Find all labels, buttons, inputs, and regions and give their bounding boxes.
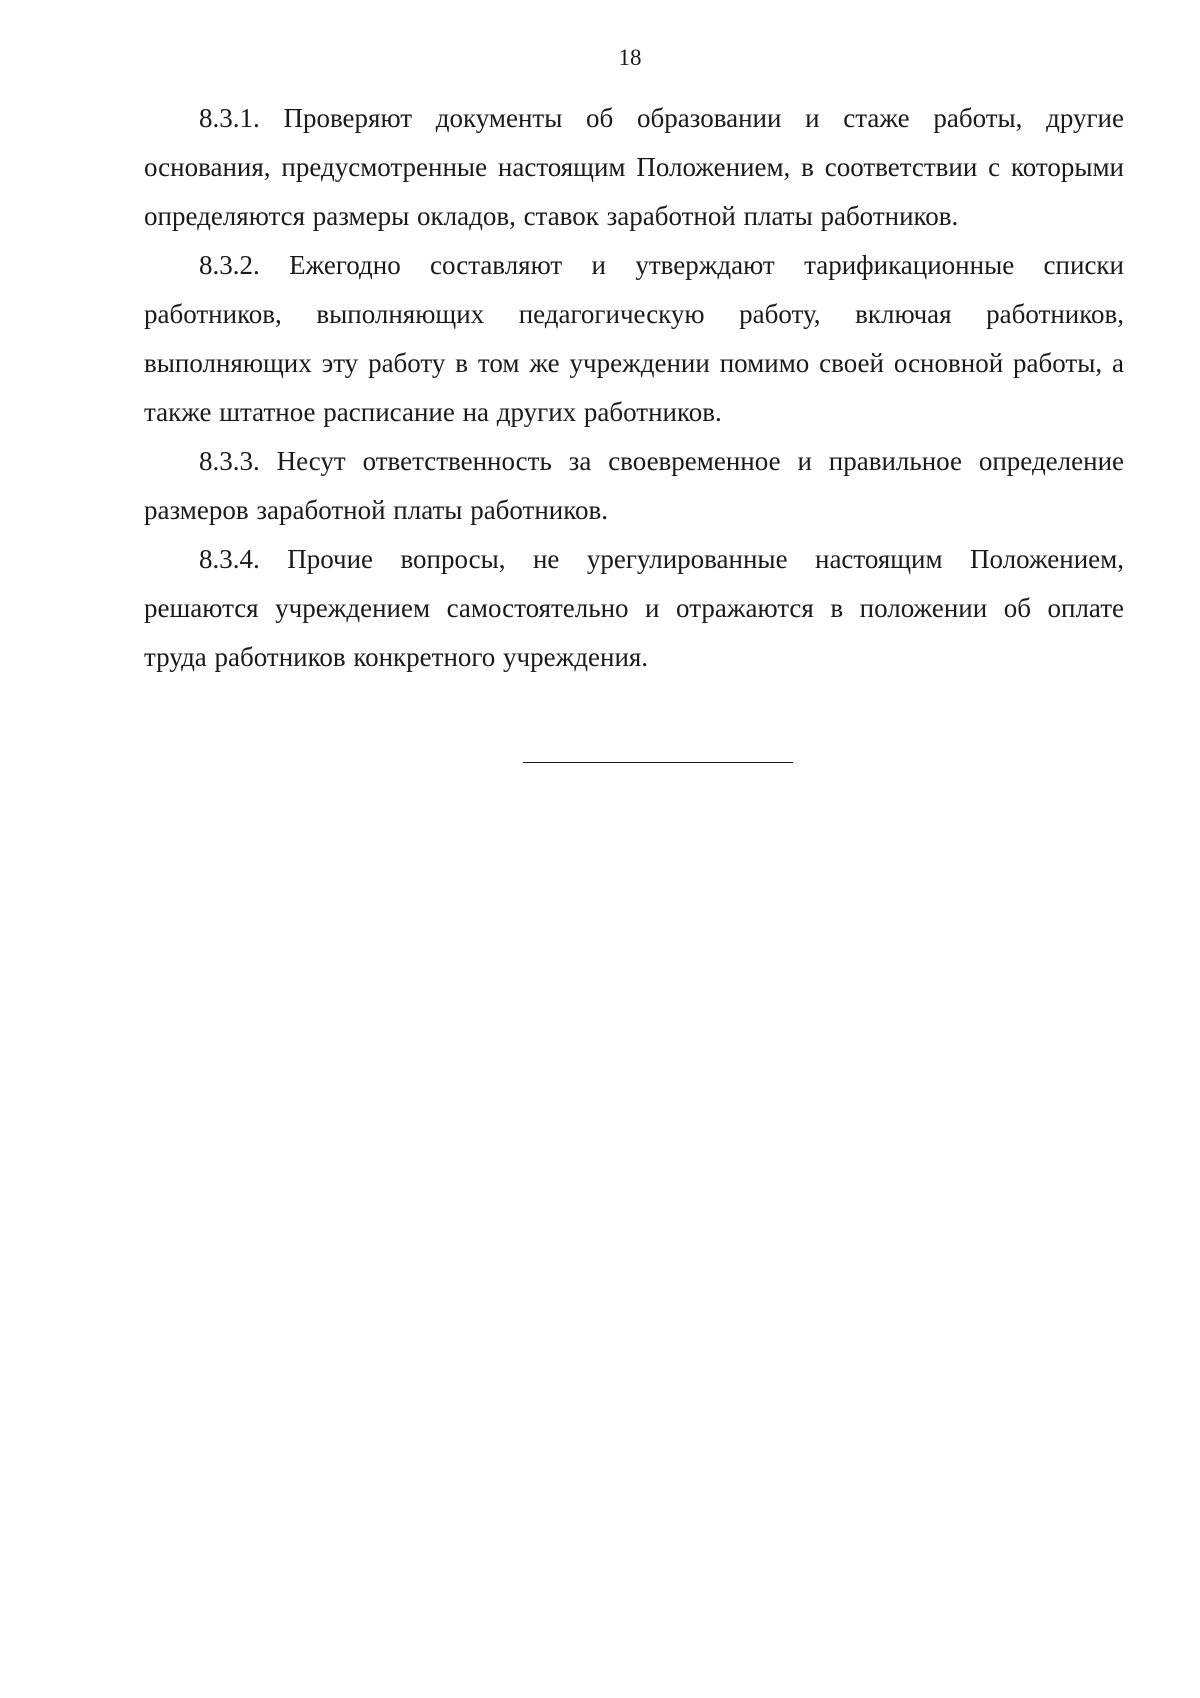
paragraph-8-3-4: 8.3.4. Прочие вопросы, не урегулированные настоящим Положением, решаются учреждением самостоятельно и отражаются в положении об оплате труда работников конкретного учреждения. xyxy=(144,544,1124,672)
page-number: 18 xyxy=(618,45,642,70)
paragraph-8-3-1: 8.3.1. Проверяют документы об образовании и стаже работы, другие основания, предусмотренные настоящим Положением, в соответствии с которыми определяются размеры окладов, ставок заработной платы работников. xyxy=(144,103,1124,231)
document-body xyxy=(144,94,1124,682)
closing-separator-line xyxy=(523,762,793,763)
paragraph-8-3-3: 8.3.3. Несут ответственность за своевременное и правильное определение размеров заработной платы работников. xyxy=(144,446,1124,525)
paragraph-8-3-2: 8.3.2. Ежегодно составляют и утверждают тарификационные списки работников, выполняющих педагогическую работу, включая работников, выполняющих эту работу в том же учреждении помимо своей основной работы, а также штатное расписание на других работников. xyxy=(144,250,1124,427)
